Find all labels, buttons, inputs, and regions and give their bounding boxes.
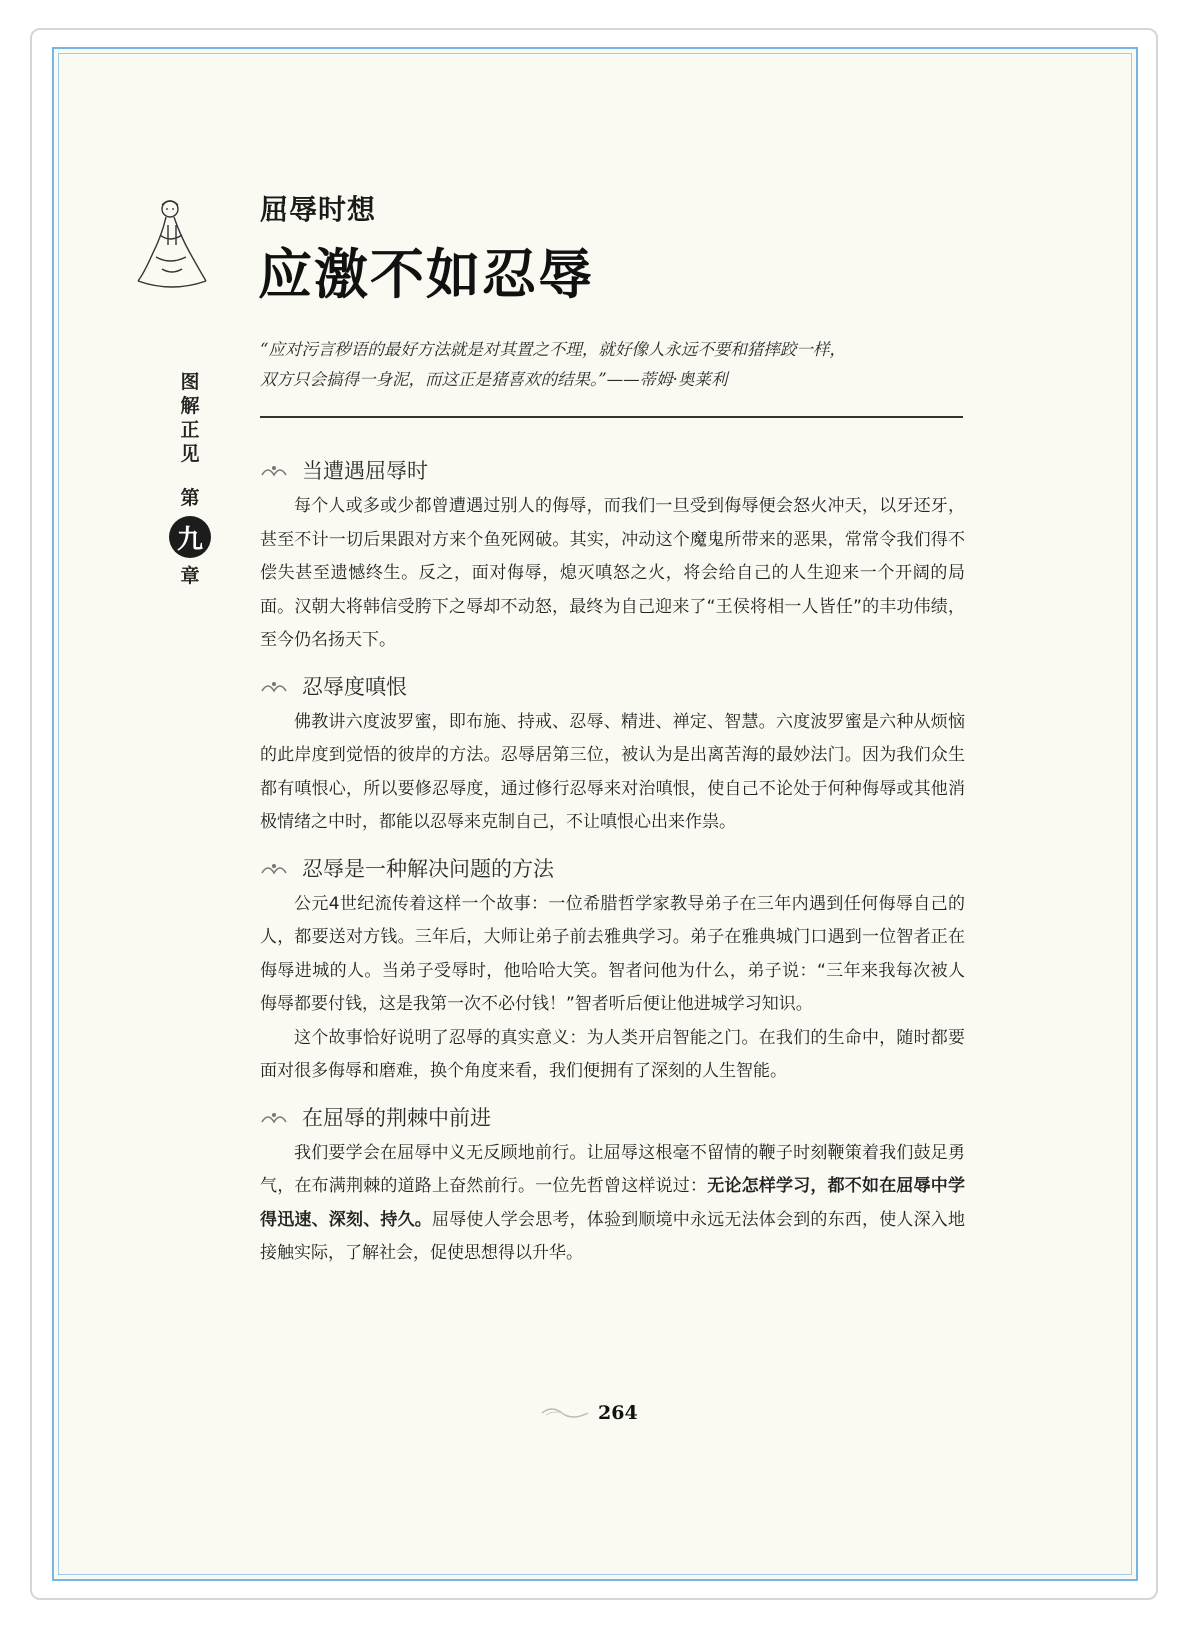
paragraph: [260, 1137, 965, 1271]
section-heading: [260, 450, 965, 490]
monk-illustration-icon: [132, 195, 212, 295]
section-heading: [260, 1097, 965, 1137]
lotus-icon: [260, 679, 288, 693]
section-heading-text: 忍辱是一种解决问题的方法: [302, 856, 554, 881]
chapter-char: 图: [180, 371, 200, 393]
section-heading: [260, 666, 965, 706]
section-heading-text: 当遭遇屈辱时: [302, 459, 428, 483]
chapter-number-badge: 九: [169, 516, 211, 558]
page-number: 264: [598, 1402, 638, 1424]
page-footer: [540, 1402, 638, 1424]
page-subtitle: 屈辱时想: [260, 193, 377, 226]
section: [260, 848, 965, 1089]
chapter-char: 见: [180, 443, 200, 465]
article-body: [260, 448, 965, 1279]
quote-line: “应对污言秽语的最好方法就是对其置之不理，就好像人永远不要和猪摔跤一样，: [260, 340, 846, 359]
paragraph-text: 我们要学会在屈辱中义无反顾地前行。让屈辱这根毫不留情的鞭子时刻鞭策着我们鼓足勇气，在布满荆棘的道路上奋然前行。一位先哲曾这样说过：: [260, 1142, 965, 1196]
section-heading: [260, 848, 965, 888]
paragraph: 佛教讲六度波罗蜜，即布施、持戒、忍辱、精进、禅定、智慧。六度波罗蜜是六种从烦恼的此岸度到觉悟的彼岸的方法。忍辱居第三位，被认为是出离苦海的最妙法门。因为我们众生都有嗔恨心，所以要修忍辱度，通过修行忍辱来对治嗔恨，使自己不论处于何种侮辱或其他消极情绪之中时，都能以忍辱来克制自己，不让嗔恨心出来作祟。: [260, 711, 965, 832]
page-title: 应激不如忍辱: [258, 242, 594, 306]
paragraph-bold-text: 无论怎样学习，都不如在屈辱中学得迅速、深刻、持久。: [260, 1176, 966, 1230]
section-heading-text: 在屈辱的荆棘中前进: [302, 1105, 491, 1130]
epigraph-quote: [260, 335, 965, 395]
section: [260, 666, 965, 840]
section: [260, 1097, 965, 1271]
divider-rule: [260, 416, 963, 418]
quote-line: 双方只会搞得一身泥，而这正是猪喜欢的结果。”——蒂姆·奥莱利: [260, 370, 728, 389]
chapter-char: 第: [180, 487, 200, 509]
chapter-vertical-label: [170, 370, 210, 588]
paragraph-text: 屈辱使人学会思考，体验到顺境中永远无法体会到的东西，使人深入地接触实际，了解社会，促使思想得以升华。: [260, 1209, 965, 1263]
chapter-char: 解: [180, 395, 200, 417]
paragraph: 每个人或多或少都曾遭遇过别人的侮辱，而我们一旦受到侮辱便会怒火冲天，以牙还牙，甚至不计一切后果跟对方来个鱼死网破。其实，冲动这个魔鬼所带来的恶果，常常令我们得不偿失甚至遗憾终生。反之，面对侮辱，熄灭嗔怒之火，将会给自己的人生迎来一个开阔的局面。汉朝大将韩信受胯下之辱却不动怒，最终为自己迎来了“王侯将相一人皆任”的丰功伟绩，至今仍名扬天下。: [260, 496, 965, 650]
paragraph: 这个故事恰好说明了忍辱的真实意义：为人类开启智能之门。在我们的生命中，随时都要面对很多侮辱和磨难，换个角度来看，我们便拥有了深刻的人生智能。: [260, 1027, 965, 1081]
section-heading-text: 忍辱度嗔恨: [302, 674, 407, 699]
chapter-char: 正: [180, 419, 200, 441]
chapter-char: 章: [180, 565, 200, 587]
lotus-icon: [260, 1110, 288, 1124]
section: [260, 450, 965, 658]
lotus-icon: [260, 861, 288, 875]
footer-ornament-icon: [540, 1405, 590, 1421]
lotus-icon: [260, 463, 288, 477]
paragraph: 公元4世纪流传着这样一个故事：一位希腊哲学家教导弟子在三年内遇到任何侮辱自己的人，都要送对方钱。三年后，大师让弟子前去雅典学习。弟子在雅典城门口遇到一位智者正在侮辱进城的人。当弟子受辱时，他哈哈大笑。智者问他为什么，弟子说：“三年来我每次被人侮辱都要付钱，这是我第一次不必付钱！”智者听后便让他进城学习知识。: [260, 893, 965, 1014]
